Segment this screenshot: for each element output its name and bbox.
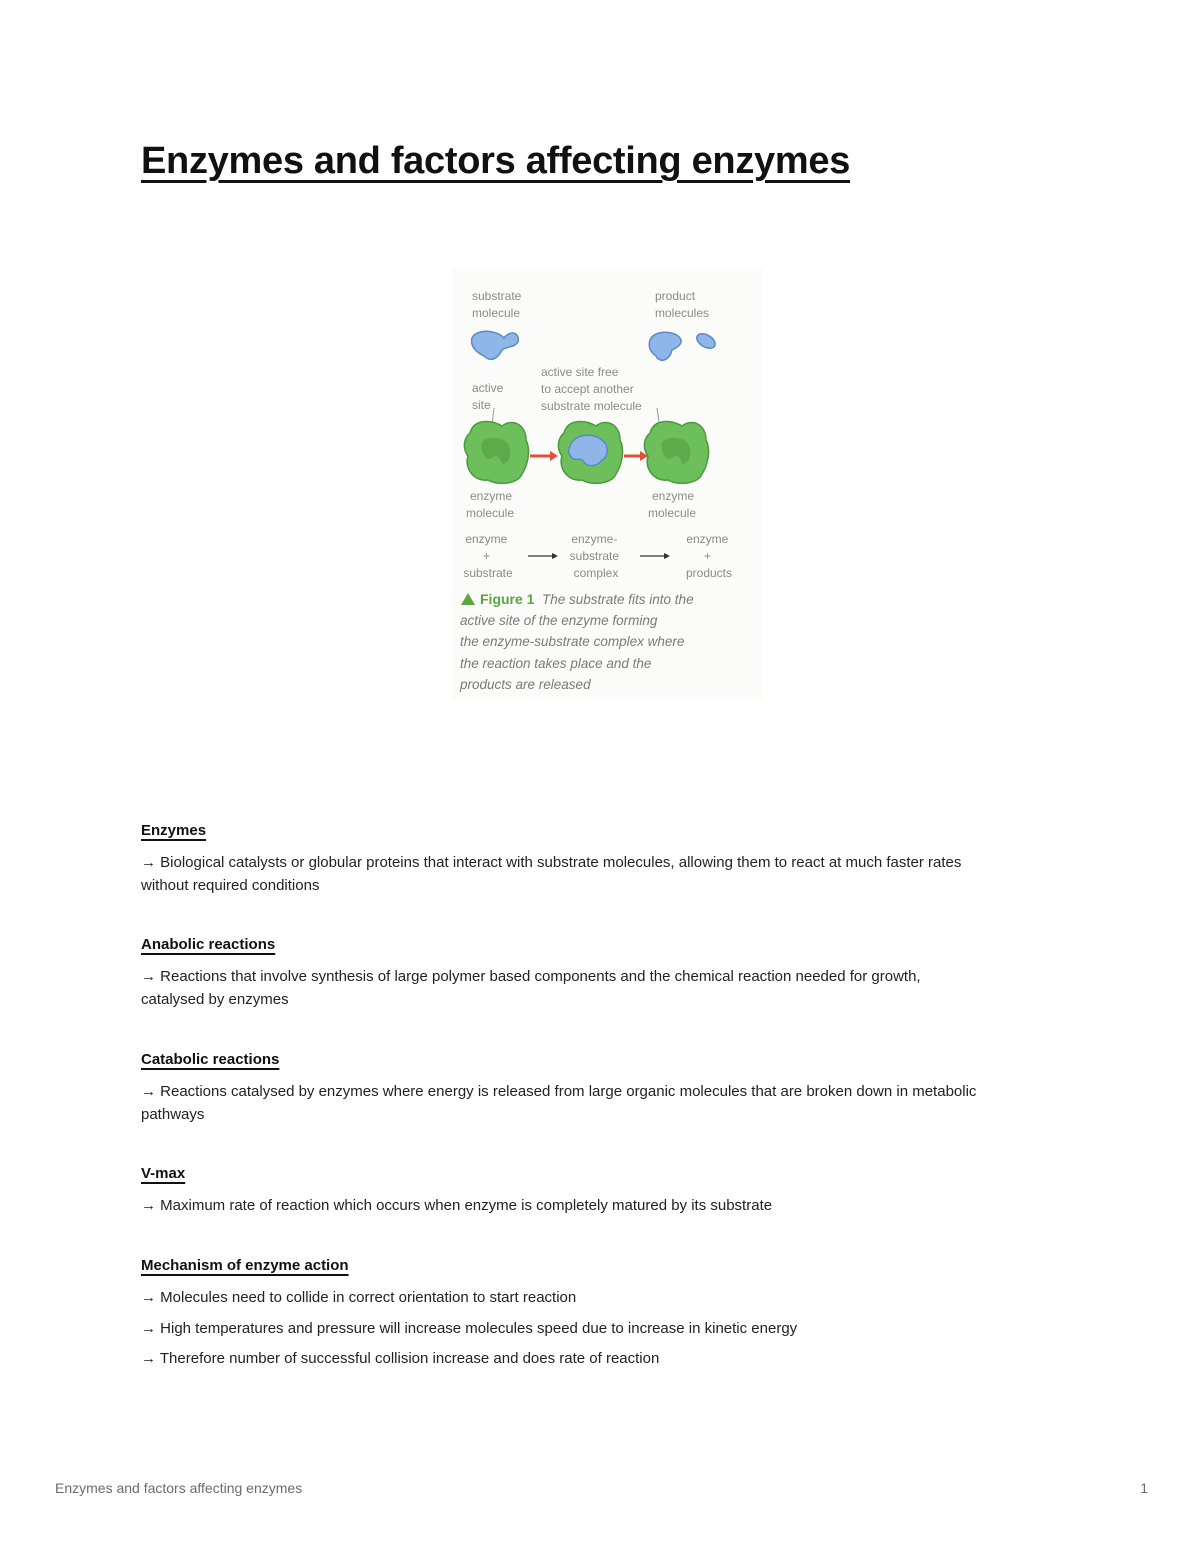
section-enzymes (141, 822, 1061, 897)
equation-middle: enzyme- substrate complex (569, 532, 620, 580)
enzyme-molecule-left-label: enzyme molecule (466, 489, 515, 520)
section-text-line: pathways (141, 1106, 205, 1123)
section-heading: Enzymes (141, 822, 207, 839)
section-text-line: without required conditions (141, 877, 320, 894)
enzyme-molecule-2 (644, 422, 708, 484)
section-catabolic-reactions (141, 1051, 1061, 1126)
page-number: 1 (1140, 1480, 1148, 1496)
section-heading: Anabolic reactions (141, 936, 276, 953)
section-text-line: → Maximum rate of reaction which occurs when enzyme is completely matured by its substrate (141, 1197, 773, 1214)
section-text-line: catalysed by enzymes (141, 991, 289, 1008)
section-text-line: → Biological catalysts or globular proteins that interact with substrate molecules, allowing them to react at much faster rates (141, 854, 962, 871)
equation-right: enzyme + products (685, 532, 733, 580)
active-site-free-label: active site free to accept another substrate molecule (541, 365, 642, 413)
section-anabolic-reactions (141, 936, 1061, 1011)
section-mechanism-of-enzyme-action (141, 1257, 1061, 1370)
figure-caption-title: Figure 1 (480, 591, 535, 607)
enzyme-substrate-complex (558, 422, 622, 484)
enzyme-substrate-figure (452, 268, 762, 700)
section-text-line: → Therefore number of successful collision increase and does rate of reaction (141, 1350, 660, 1367)
product-molecules-label: product molecules (655, 289, 710, 320)
section-v-max (141, 1165, 1061, 1217)
substrate-molecule-label: substrate molecule (472, 289, 522, 320)
page-title: Enzymes and factors affecting enzymes (141, 140, 851, 182)
section-heading: V-max (141, 1165, 186, 1182)
section-text-line: → Reactions catalysed by enzymes where energy is released from large organic molecules that are broken down in metabolic (141, 1083, 977, 1100)
active-site-label: active site (472, 381, 504, 412)
enzyme-molecule-1 (464, 422, 528, 484)
enzyme-molecule-right-label: enzyme molecule (648, 489, 697, 520)
figure-caption: The substrate fits into the active site of the enzyme forming the enzyme-substrate complex where the reaction takes place and the products are released (460, 592, 694, 692)
section-text-line: → Molecules need to collide in correct orientation to start reaction (141, 1289, 577, 1306)
section-text-line: → High temperatures and pressure will increase molecules speed due to increase in kinetic energy (141, 1320, 798, 1337)
equation-left: enzyme + substrate (463, 532, 513, 580)
section-text-line: → Reactions that involve synthesis of large polymer based components and the chemical reaction needed for growth, (141, 968, 921, 985)
section-heading: Mechanism of enzyme action (141, 1257, 349, 1274)
section-heading: Catabolic reactions (141, 1051, 280, 1068)
footer-title: Enzymes and factors affecting enzymes (55, 1480, 303, 1496)
